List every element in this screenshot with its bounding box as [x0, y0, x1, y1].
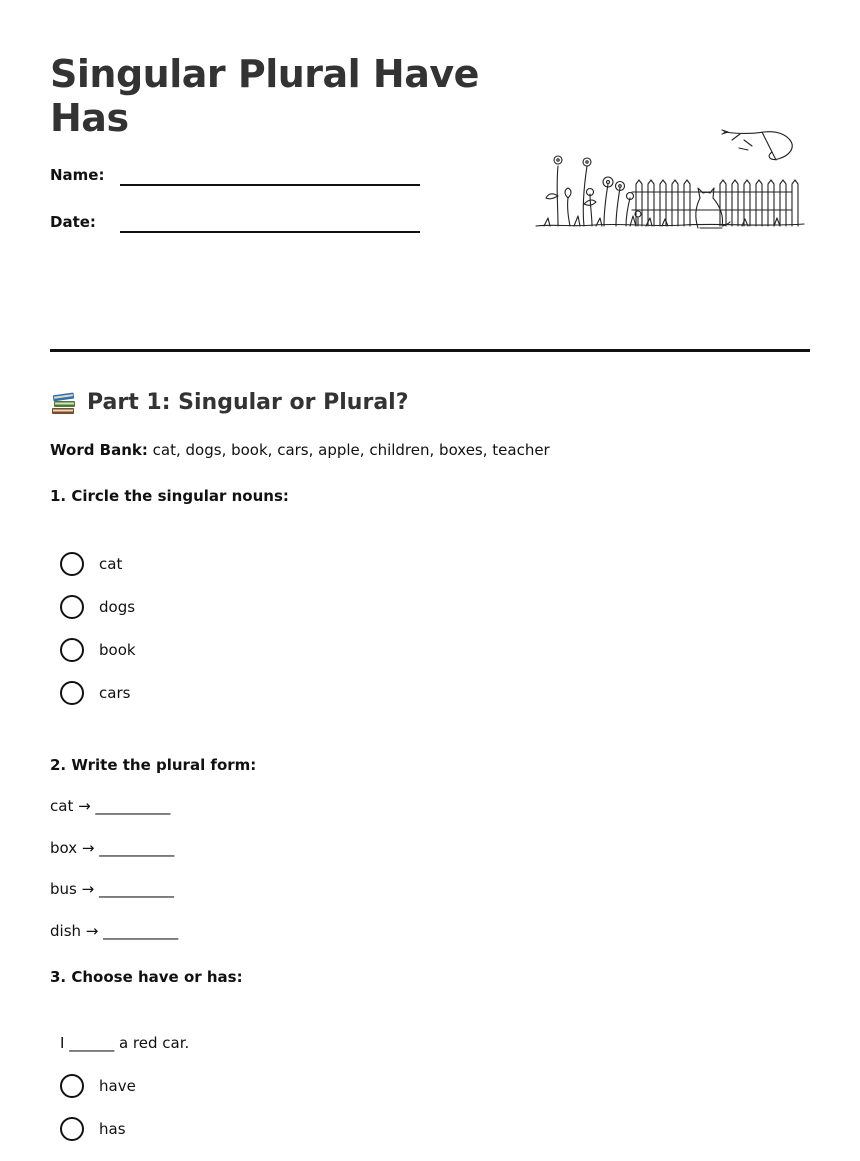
date-label: Date:: [50, 213, 96, 231]
radio-circle[interactable]: [60, 681, 84, 705]
radio-circle[interactable]: [60, 595, 84, 619]
date-write-line[interactable]: [120, 231, 420, 233]
option-label: cars: [99, 684, 131, 702]
part1-heading-text: Part 1: Singular or Plural?: [87, 390, 409, 415]
books-icon: [50, 389, 78, 417]
name-write-line[interactable]: [120, 184, 420, 186]
q1-option-cars[interactable]: [60, 680, 130, 706]
q3-sentence: I ______ a red car.: [60, 1034, 190, 1052]
plural-item-dish[interactable]: dish → __________: [50, 922, 179, 940]
radio-circle[interactable]: [60, 1074, 84, 1098]
garden-fence-cat-illustration: [534, 126, 806, 232]
radio-circle[interactable]: [60, 1117, 84, 1141]
name-label: Name:: [50, 166, 105, 184]
q1-option-cat[interactable]: [60, 551, 122, 577]
cat-icon: [696, 188, 730, 228]
worksheet-title: Singular Plural Have Has: [50, 52, 479, 140]
plural-item-box[interactable]: box → __________: [50, 839, 175, 857]
option-label: book: [99, 641, 136, 659]
option-label: has: [99, 1120, 126, 1138]
option-label: dogs: [99, 598, 136, 616]
option-label: cat: [99, 555, 123, 573]
part1-heading: [50, 388, 408, 418]
plural-item-bus[interactable]: bus → __________: [50, 880, 174, 898]
flowers-icon: [544, 156, 641, 226]
word-bank-label: Word Bank:: [50, 441, 148, 459]
radio-circle[interactable]: [60, 638, 84, 662]
question-3-prompt: 3. Choose have or has:: [50, 968, 243, 986]
section-divider: [50, 349, 810, 352]
q3-option-has[interactable]: [60, 1116, 126, 1142]
picket-fence-icon: [632, 180, 798, 226]
question-2-prompt: 2. Write the plural form:: [50, 756, 257, 774]
q1-option-book[interactable]: [60, 637, 136, 663]
word-bank-words: cat, dogs, book, cars, apple, children, boxes, teacher: [152, 441, 550, 459]
q1-option-dogs[interactable]: [60, 594, 135, 620]
q3-option-have[interactable]: [60, 1073, 136, 1099]
word-bank: [50, 441, 550, 459]
question-1-prompt: 1. Circle the singular nouns:: [50, 487, 289, 505]
plural-item-cat[interactable]: cat → __________: [50, 797, 171, 815]
tree-branch-icon: [722, 130, 792, 160]
radio-circle[interactable]: [60, 552, 84, 576]
option-label: have: [99, 1077, 136, 1095]
